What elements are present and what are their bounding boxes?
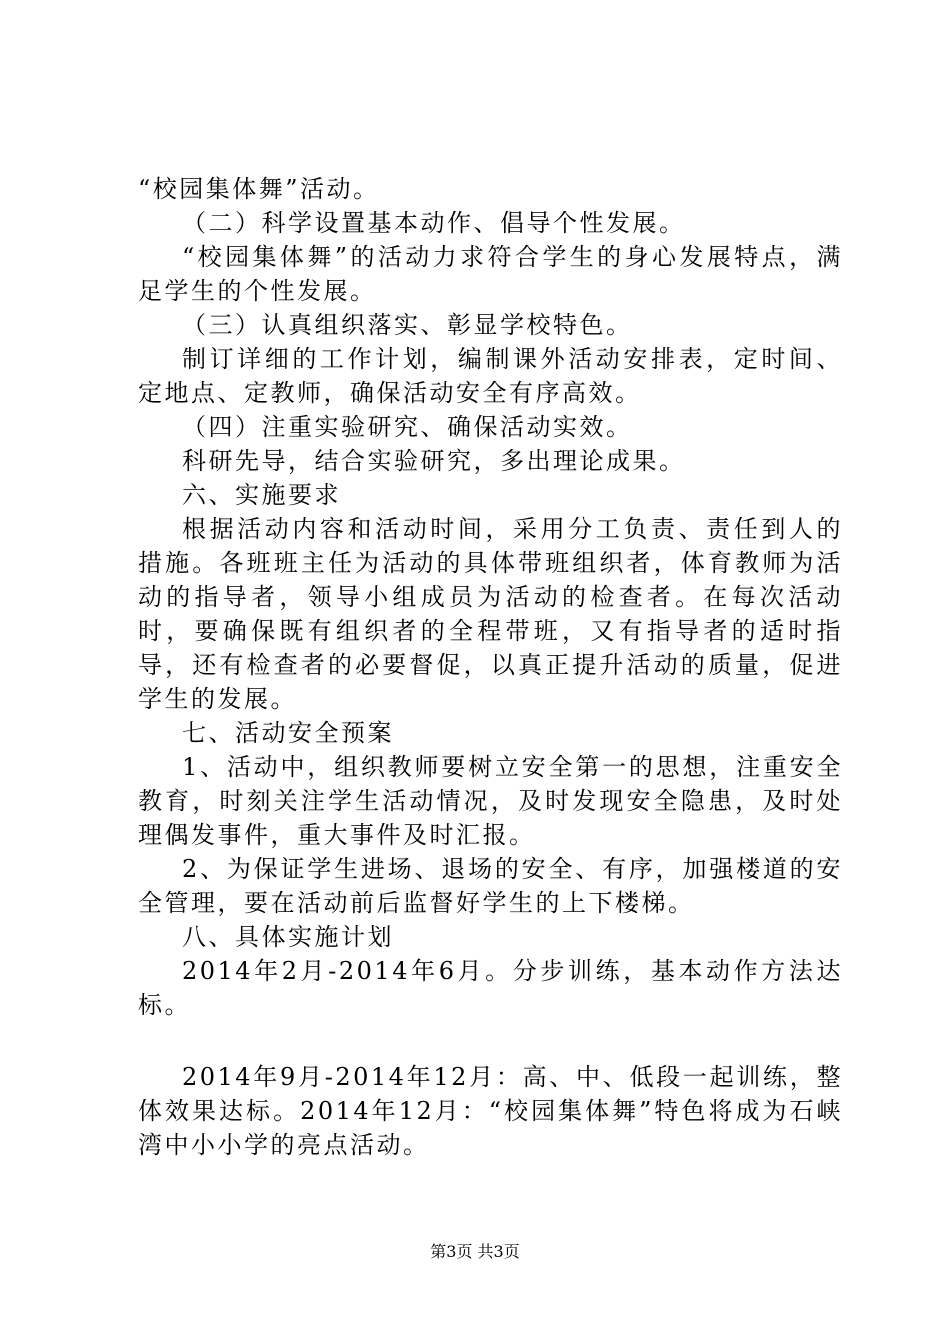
paragraph: 根据活动内容和活动时间，采用分工负责、责任到人的措施。各班班主任为活动的具体带班组织者，体育教师为活动的指导者，领导小组成员为活动的检查者。在每次活动时，要确保既有组织者的全程带班，又有指导者的适时指导，还有检查者的必要督促，以真正提升活动的质量，促进学生的发展。 <box>138 515 843 713</box>
section-heading-seven: 七、活动安全预案 <box>182 719 394 747</box>
paragraph: 1、活动中，组织教师要树立安全第一的思想，注重安全教育，时刻关注学生活动情况，及时发现安全隐患，及时处理偶发事件，重大事件及时汇报。 <box>138 753 843 849</box>
subheading-four: （四）注重实验研究、确保活动实效。 <box>182 413 633 441</box>
section-heading-eight: 八、具体实施计划 <box>182 923 394 951</box>
document-body <box>138 172 843 1162</box>
paragraph: 2014年9月-2014年12月：高、中、低段一起训练，整体效果达标。2014年12月：“校园集体舞”特色将成为石峡湾中小小学的亮点活动。 <box>138 1063 843 1159</box>
subheading-two: （二）科学设置基本动作、倡导个性发展。 <box>182 209 686 237</box>
paragraph: 科研先导，结合实验研究，多出理论成果。 <box>182 447 686 475</box>
paragraph-continuation: “校园集体舞”活动。 <box>138 175 380 203</box>
subheading-three: （三）认真组织落实、彰显学校特色。 <box>182 311 633 339</box>
paragraph: 制订详细的工作计划，编制课外活动安排表，定时间、定地点、定教师，确保活动安全有序高效。 <box>138 345 843 407</box>
paragraph-gap <box>138 1022 843 1060</box>
page-footer: 第3页 共3页 <box>430 1242 520 1261</box>
section-heading-six: 六、实施要求 <box>182 481 341 509</box>
paragraph: 2、为保证学生进场、退场的安全、有序，加强楼道的安全管理，要在活动前后监督好学生的上下楼梯。 <box>138 855 843 917</box>
paragraph: 2014年2月-2014年6月。分步训练，基本动作方法达标。 <box>138 957 843 1019</box>
paragraph: “校园集体舞”的活动力求符合学生的身心发展特点，满足学生的个性发展。 <box>138 243 843 305</box>
